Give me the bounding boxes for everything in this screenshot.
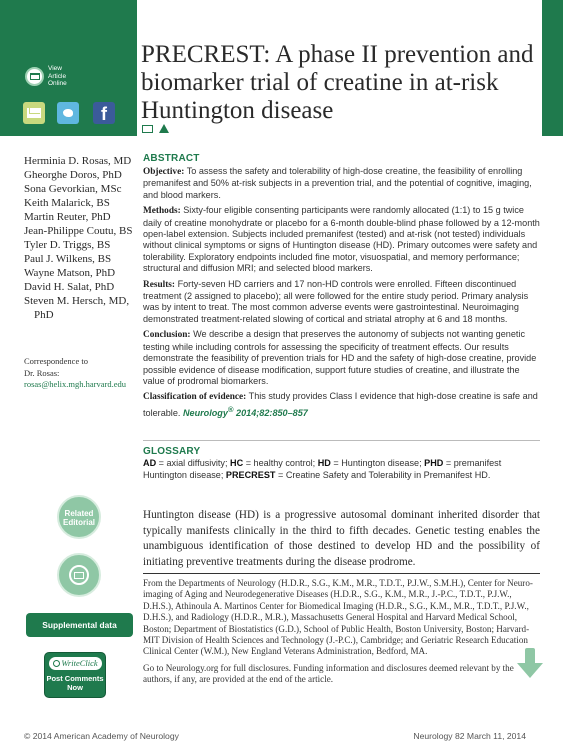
author-name: Wayne Matson, PhD <box>24 267 116 279</box>
author-name: Sona Gevorkian, MSc <box>24 183 122 195</box>
writeclick-icon <box>53 660 60 667</box>
glossary-entries: AD = axial diffusivity; HC = healthy control; HD = Huntington disease; PHD = premanifest Huntington disease; PRECREST = Creatine Safety and Tolerability in Premanifest HD. <box>143 458 502 480</box>
writeclick-logo: WriteClick <box>49 657 102 670</box>
abstract-classification: Classification of evidence: This study provides Class I evidence that high-dose creatine is safe and tolerable. Neurology® 2014;82:850–857 <box>143 391 538 418</box>
left-banner <box>0 0 137 136</box>
email-icon <box>27 108 41 118</box>
book-circle-button[interactable] <box>57 553 101 597</box>
author-name: David H. Salat, PhD <box>24 281 115 293</box>
view-article-label: View Article Online <box>48 65 67 87</box>
correspondence-email-link[interactable]: rosas@helix.mgh.harvard.edu <box>24 379 127 389</box>
glossary-divider <box>143 440 540 441</box>
facebook-share-button[interactable] <box>93 102 115 124</box>
right-banner <box>542 0 563 136</box>
author-name: Keith Malarick, BS <box>24 197 110 209</box>
abstract-heading: ABSTRACT <box>143 153 200 164</box>
abstract-section <box>143 153 540 423</box>
author-name: Tyler D. Triggs, BS <box>24 239 111 251</box>
view-article-online-link[interactable] <box>22 65 122 91</box>
author-name: Herminia D. Rosas, MD <box>24 155 132 167</box>
related-editorial-button[interactable]: Related Editorial <box>57 495 101 539</box>
twitter-icon <box>63 109 73 117</box>
glossary-heading: GLOSSARY <box>143 446 201 457</box>
glossary-section <box>143 446 540 481</box>
author-list <box>24 154 139 322</box>
author-name: Gheorghe Doros, PhD <box>24 169 122 181</box>
triangle-up-icon[interactable] <box>159 124 169 133</box>
email-share-button[interactable] <box>23 102 45 124</box>
author-name: Jean-Philippe Coutu, BS <box>24 225 133 237</box>
disclosures-text: Go to Neurology.org for full disclosures. Funding information and disclosures deemed relevant by the authors, if any, are provided at the end of the article. <box>143 662 514 685</box>
affiliations <box>143 578 540 691</box>
correspondence-name: Dr. Rosas: <box>24 367 60 378</box>
post-comments-label: Post Comments Now <box>46 674 104 692</box>
intro-paragraph: Huntington disease (HD) is a progressive autosomal dominant inherited disorder that typically manifests clinically in the third to fifth decades. Genetic testing enables the unambiguous identification of those destined to develop HD and the possibility of initiating preventive treatments during the disease prodrome. <box>143 509 540 568</box>
abstract-objective: Objective: To assess the safety and tolerability of high-dose creatine, the feasibility of enrolling premanifest and 50% at-risk subjects in a prevention trial, and the potential of cognitive, imaging, and blood markers. <box>143 166 532 200</box>
author-name: Martin Reuter, PhD <box>24 211 111 223</box>
arrow-down-icon[interactable] <box>517 648 543 680</box>
affiliation-divider <box>143 573 540 574</box>
book-icon <box>25 67 44 86</box>
book-icon <box>69 565 89 585</box>
footer-journal-info: Neurology 82 March 11, 2014 <box>413 731 526 741</box>
facebook-icon: f <box>101 104 107 124</box>
affiliations-text: From the Departments of Neurology (H.D.R., S.G., K.M., M.R., T.D.T., P.J.W., S.M.H.), Center for Neuro-imaging of Aging and Neurodegenerative Diseases (H.D.R., S.G., K.M., M.R., J.-P.C., T.D.T., P.J.W., D.H.S.), Athinoula A. Martinos Center for Biomedical Imaging (H.D.R., S.G., K.M., M.R., T.D.T., P.J.W., D.H.S.), and Radiology (H.D.R., M.R.), Massachusetts General Hospital and Harvard Medical School, Boston; Department of Biostatistics (G.D.), School of Public Health, Boston University, Boston; Harvard-MIT Division of Health Sciences and Technology (J.-P.C.), Cambridge; and Geriatric Research Education Clinical Center (W.M.), New England Veterans Administration, Bedford, MA. <box>143 578 533 657</box>
supplemental-data-button[interactable]: Supplemental data <box>26 613 133 637</box>
article-title: PRECREST: A phase II prevention and biomarker trial of creatine in at-risk Huntington disease <box>141 41 534 124</box>
correspondence <box>24 356 139 391</box>
footer-copyright: © 2014 American Academy of Neurology <box>24 731 179 741</box>
author-name: Steven M. Hersch, MD, PhD <box>24 295 130 321</box>
twitter-share-button[interactable] <box>57 102 79 124</box>
abstract-methods: Methods: Sixty-four eligible consenting participants were randomly allocated (1:1) to 15 g twice daily of creatine monohydrate or placebo for a 6-month double-blind phase followed by a 12-month open-label extension. Subjects included premanifest (tested) and at-risk (not tested) individuals without clinical symptoms or signs of Huntington disease (HD). Primary outcomes were safety and tolerability. Exploratory endpoints included fine motor, visuospatial, and memory performance; structural and diffusion MRI; and selected blood markers. <box>143 205 540 274</box>
citation-link[interactable]: Neurology® 2014;82:850–857 <box>182 404 308 418</box>
author-name: Paul J. Wilkens, BS <box>24 253 112 265</box>
writeclick-button[interactable] <box>44 652 106 698</box>
book-icon[interactable] <box>142 125 153 133</box>
correspondence-label: Correspondence to <box>24 356 88 366</box>
abstract-results: Results: Forty-seven HD carriers and 17 non-HD controls were enrolled. Fifteen discontinued treatment (2 assigned to placebo); all were followed for the entire study period. Primary analysis was by intent to treat. The most common adverse events were gastrointestinal. Neuroimaging demonstrated treatment-related slowing of cortical and striatal atrophy at 6 and 18 months. <box>143 278 529 324</box>
abstract-conclusion: Conclusion: We describe a design that preserves the autonomy of subjects not wanting genetic testing while including controls for assessing the specificity of treatment effects. Our results demonstrate the feasibility of prevention trials for HD and the safety of high-dose creatine, provide possible evidence of disease modification, support future studies of creatine, and illustrate the value of prodromal biomarkers. <box>143 329 537 386</box>
